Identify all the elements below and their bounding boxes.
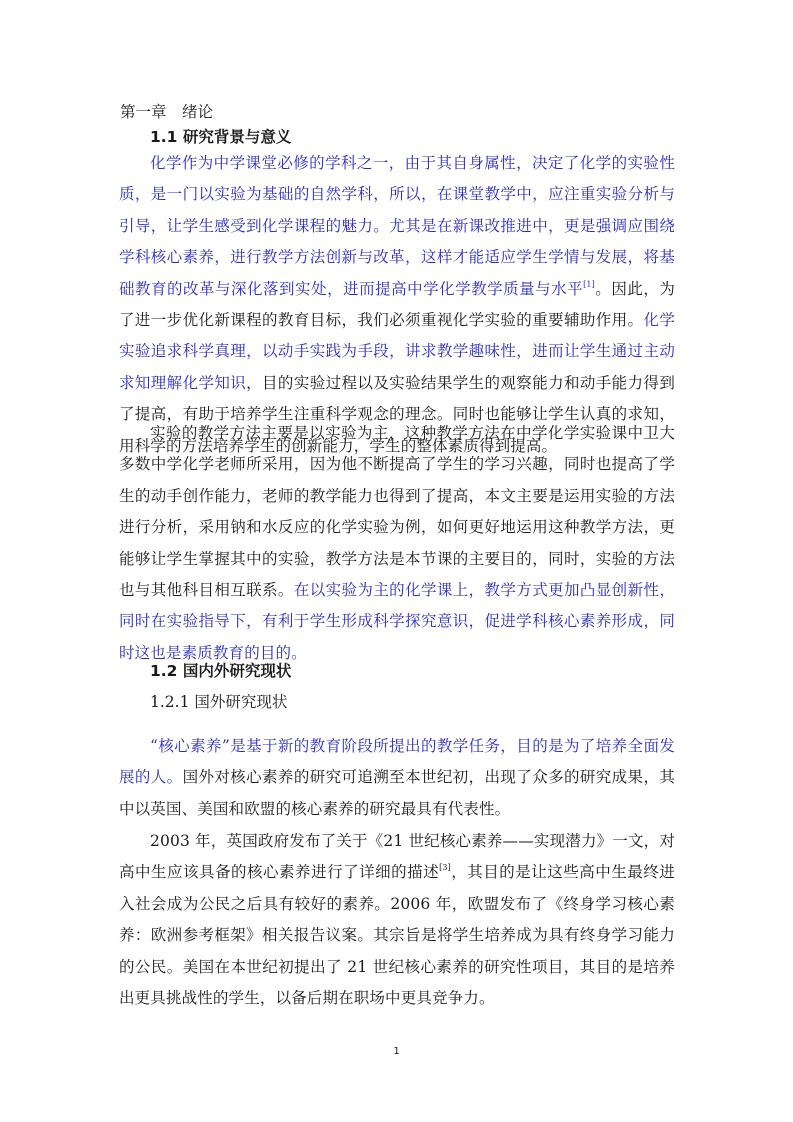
paragraph-foreign-research-1 (119, 731, 675, 825)
paragraph-background-2 (119, 418, 675, 669)
chapter-title: 第一章 绪论 (120, 103, 214, 121)
subsection-heading-1-2-1: 1.2.1 国外研究现状 (150, 693, 288, 711)
body-text: 国外对核心素养的研究可追溯至本世纪初，出现了众多的研究成果，其中以英国、美国和欧盟的核心素养的研究最具有代表性。 (119, 768, 675, 818)
body-text: ，目的实验过程以及实验结果学生的观察能力和动手能力得到了提高，有助于培养学生注重科学观念的理念。同时也能够让学生认真的求知，用科学的方法培养学生的创新能力，学生的整体素质得到提高。 (119, 373, 675, 455)
highlighted-text: 化学作为中学课堂必修的学科之一，由于其自身属性，决定了化学的实验性质，是一门以实验为基础的自然学科，所以，在课堂教学中，应注重实验分析与引导，让学生感受到化学课程的魅力。尤其是在新课改推进中，更是强调应围绕学科核心素养，进行教学方法创新与改革，这样才能适应学生学情与发展，将基础教育的改革与深化落到实处，进而提高中学化学教学质量与水平 (119, 154, 675, 298)
highlighted-text: “核心素养”是基于新的教育阶段所提出的教学任务，目的是为了培养全面发展的人。 (119, 737, 675, 787)
highlighted-text: 化学实验追求科学真理，以动手实践为手段，讲求教学趣味性，进而让学生通过主动求知理解化学知识 (119, 311, 675, 392)
section-heading-1-1: 1.1 研究背景与意义 (150, 128, 292, 146)
citation-ref: [1] (583, 279, 595, 289)
paragraph-foreign-research-2 (119, 826, 675, 1014)
section-heading-1-2: 1.2 国内外研究现状 (150, 662, 292, 680)
body-text: 。因此，为了进一步优化新课程的教育目标，我们必须重视化学实验的重要辅助作用。 (119, 279, 675, 330)
highlighted-text: 在以实验为主的化学课上，教学方式更加凸显创新性，同时在实验指导下，有利于学生形成科学探究意识，促进学科核心素养形成，同时这也是素质教育的目的。 (119, 581, 676, 662)
page-number: 1 (393, 1046, 400, 1057)
body-text: 2003 年，英国政府发布了关于《21 世纪核心素养——实现潜力》一文，对高中生应该具备的核心素养进行了详细的描述 (119, 832, 675, 882)
paragraph-background-1 (119, 148, 675, 462)
citation-ref: [3] (439, 863, 451, 873)
body-text: ，其目的是让这些高中生最终进入社会成为公民之后具有较好的素养。2006 年，欧盟发布了《终身学习核心素养：欧洲参考框架》相关报告议案。其宗旨是将学生培养成为具有终身学习能力的公民。美国在本世纪初提出了 21 世纪核心素养的研究性项目，其目的是培养出更具挑战性的学生，以备后期在职场中更具竞争力。 (119, 863, 675, 1008)
body-text: 实验的教学方法主要是以实验为主，这种教学方法在中学化学实验课中卫大多数中学化学老师所采用，因为他不断提高了学生的学习兴趣，同时也提高了学生的动手创作能力，老师的教学能力也得到了提高，本文主要是运用实验的方法进行分析，采用钠和水反应的化学实验为例，如何更好地运用这种教学方法，更能够让学生掌握其中的实验，教学方法是本节课的主要目的，同时，实验的方法也与其他科目相互联系。 (119, 424, 675, 600)
